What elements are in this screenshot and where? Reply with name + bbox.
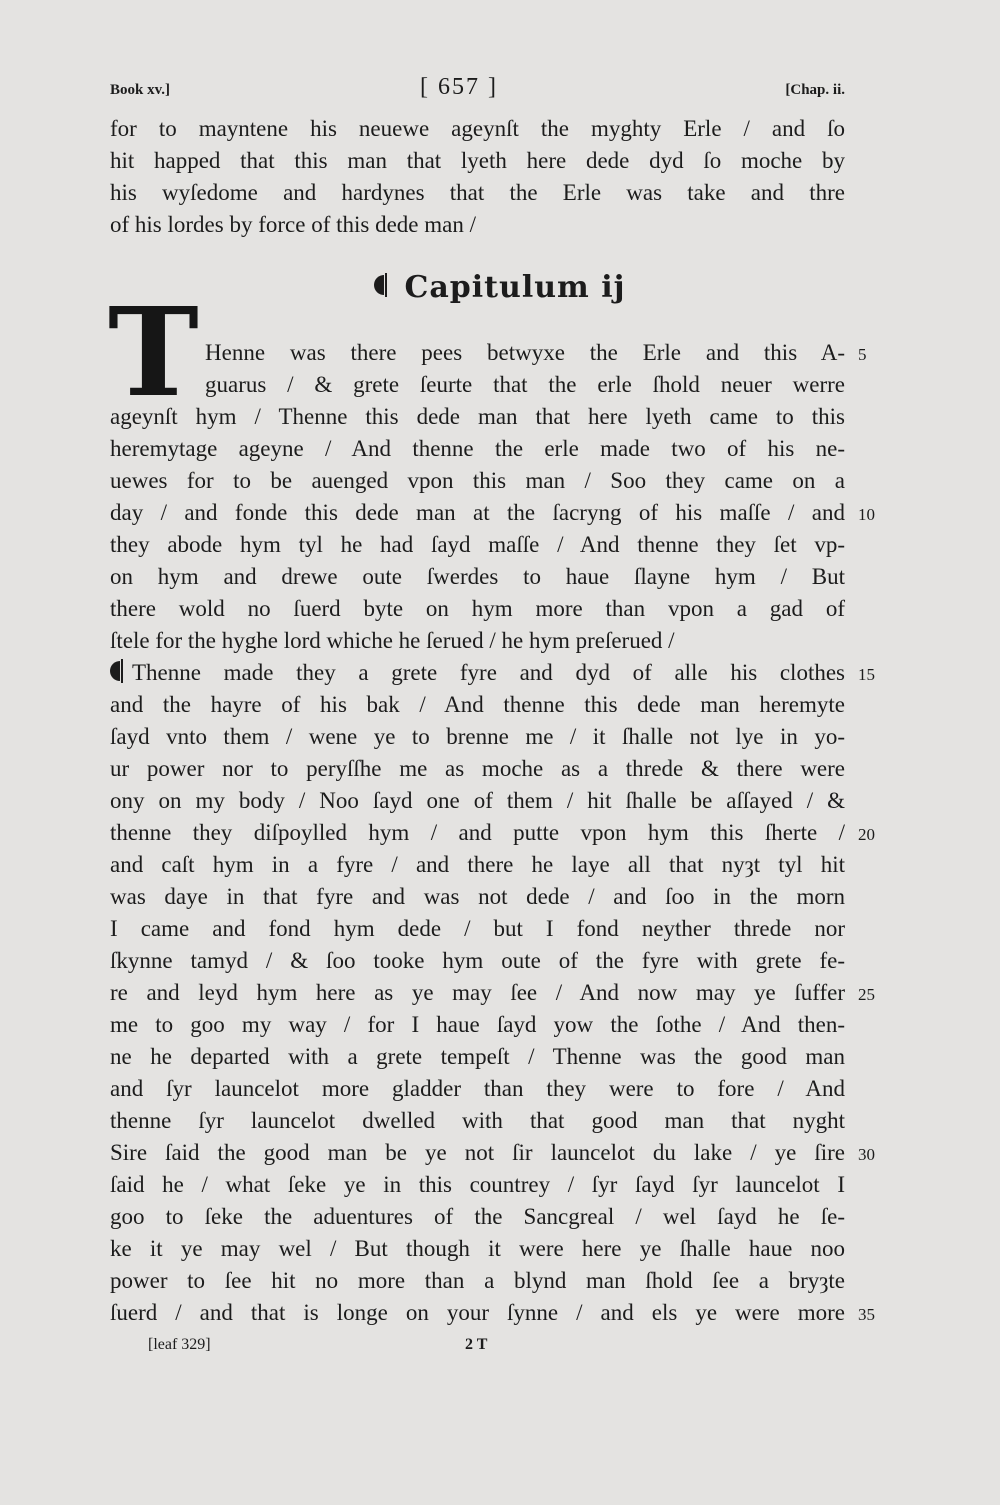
- text-line: ke it ye may wel / But though it were here ye ſhalle haue noo: [110, 1236, 845, 1261]
- running-head-book: Book xv.]: [110, 82, 171, 98]
- text-line: and caſt hym in a fyre / and there he laye all that nyȝt tyl hit: [110, 852, 845, 877]
- running-head-chapter: [Chap. ii.: [785, 82, 845, 98]
- leaf-reference: [leaf 329]: [148, 1336, 211, 1353]
- line-number: 35: [858, 1305, 875, 1324]
- chapter-title: Capitulum ij: [404, 270, 626, 305]
- line-number: 10: [858, 505, 875, 524]
- text-line: heremytage ageyne / And thenne the erle made two of his ne-: [110, 436, 845, 461]
- text-line: thenne ſyr launcelot dwelled with that good man that nyght: [110, 1108, 845, 1133]
- text-line: guarus / & grete ſeurte that the erle ſhold neuer werre: [205, 372, 845, 397]
- text-line: Sire ſaid the good man be ye not ſir launcelot du lake / ye ſire: [110, 1140, 845, 1165]
- text-line: ſaid he / what ſeke ye in this countrey / ſyr ſayd ſyr launcelot I: [110, 1172, 845, 1197]
- text-line: hit happed that this man that lyeth here dede dyd ſo moche by: [110, 148, 845, 173]
- text-line: for to mayntene his neuewe ageynſt the myghty Erle / and ſo: [110, 116, 845, 141]
- text-line: uewes for to be auenged vpon this man / Soo they came on a: [110, 468, 845, 493]
- text-line: and ſyr launcelot more gladder than they were to fore / And: [110, 1076, 845, 1101]
- text-line-with-pilcrow: [110, 658, 845, 688]
- signature-mark: 2 T: [465, 1336, 488, 1353]
- text-line: power to ſee hit no more than a blynd man ſhold ſee a bryȝte: [110, 1268, 845, 1293]
- text-line: ſuerd / and that is longe on your ſynne / and els ye were more: [110, 1300, 845, 1325]
- text-line: ageynſt hym / Thenne this dede man that here lyeth came to this: [110, 404, 845, 429]
- line-number: 20: [858, 825, 875, 844]
- text-line: and the hayre of his bak / And thenne this dede man heremyte: [110, 692, 845, 717]
- text-line: thenne they diſpoylled hym / and putte vpon hym this ſherte /: [110, 820, 845, 845]
- text-line: his wyſedome and hardynes that the Erle was take and thre: [110, 180, 845, 205]
- pilcrow-icon: [110, 659, 124, 683]
- text-line: of his lordes by force of this dede man /: [110, 212, 476, 237]
- line-number: 30: [858, 1145, 875, 1164]
- text-line: day / and fonde this dede man at the ſacryng of his maſſe / and: [110, 500, 845, 525]
- text-line: ſtele for the hyghe lord whiche he ſerued / he hym preſerued /: [110, 628, 675, 653]
- running-head: [110, 74, 845, 104]
- text-line: goo to ſeke the aduentures of the Sancgreal / wel ſayd he ſe-: [110, 1204, 845, 1229]
- drop-cap-initial: T: [108, 280, 199, 424]
- line-number: 5: [858, 345, 867, 364]
- text-line: ſayd vnto them / wene ye to brenne me / it ſhalle not lye in yo-: [110, 724, 845, 749]
- text-line: ne he departed with a grete tempeſt / Thenne was the good man: [110, 1044, 845, 1069]
- text-line: there wold no ſuerd byte on hym more than vpon a gad of: [110, 596, 845, 621]
- text-line: was daye in that fyre and was not dede / and ſoo in the morn: [110, 884, 845, 909]
- line-number: 15: [858, 665, 875, 684]
- text-line: they abode hym tyl he had ſayd maſſe / And thenne they ſet vp-: [110, 532, 845, 557]
- page-number: [ 657 ]: [420, 74, 498, 100]
- text-line-content: Thenne made they a grete fyre and dyd of alle his clothes: [132, 660, 845, 685]
- pilcrow-icon: [374, 273, 390, 299]
- text-line: me to goo my way / for I haue ſayd yow the ſothe / And then-: [110, 1012, 845, 1037]
- text-line: ony on my body / Noo ſayd one of them / hit ſhalle be aſſayed / &: [110, 788, 845, 813]
- text-line: ſkynne tamyd / & ſoo tooke hym oute of the fyre with grete fe-: [110, 948, 845, 973]
- text-line: re and leyd hym here as ye may ſee / And now may ye ſuffer: [110, 980, 845, 1005]
- text-line: ur power nor to peryſſhe me as moche as a threde & there were: [110, 756, 845, 781]
- line-number: 25: [858, 985, 875, 1004]
- text-line: I came and fond hym dede / but I fond neyther threde nor: [110, 916, 845, 941]
- text-line: Henne was there pees betwyxe the Erle and this A-: [205, 340, 845, 365]
- text-line: on hym and drewe oute ſwerdes to haue ſlayne hym / But: [110, 564, 845, 589]
